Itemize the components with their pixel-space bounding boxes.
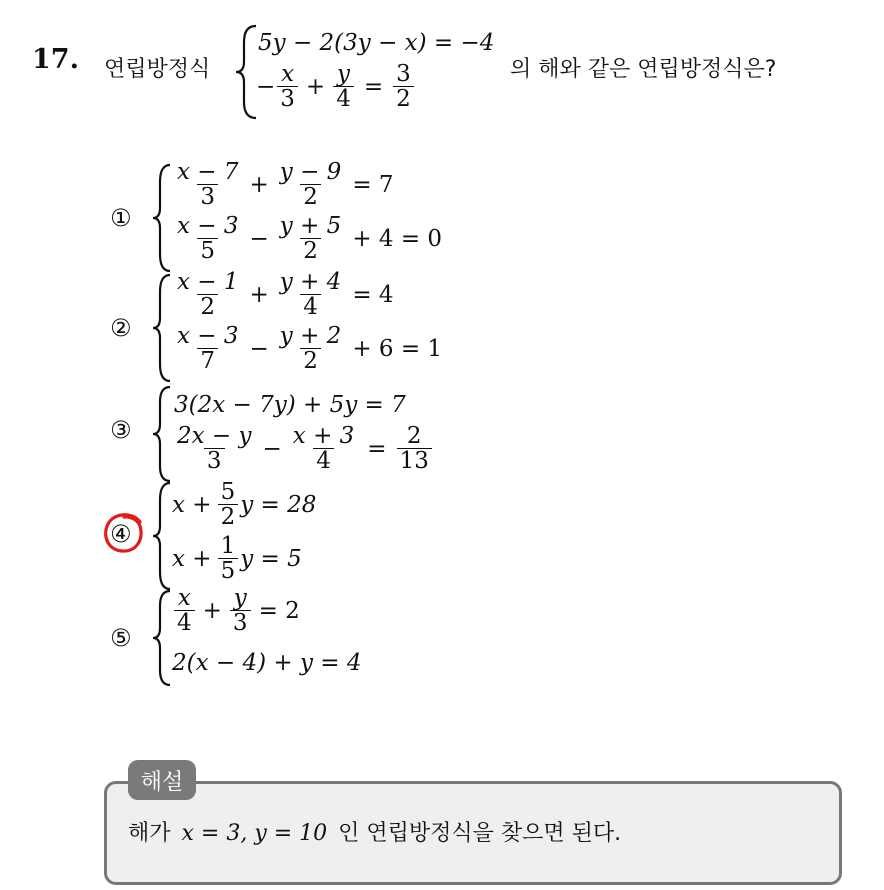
option-4-eq1: x + $\frac{5}{2}$ y = 28 <box>172 479 317 531</box>
option-1-brace <box>150 162 174 278</box>
option-2-eq1: $\frac{x - 1}{2}$ + $\frac{y + 4}{4}$ = 4 <box>177 269 394 321</box>
given-eq1: 5y − 2(3y − x) = −4 <box>258 30 495 56</box>
question-number: 17. <box>32 44 79 75</box>
prompt-before: 연립방정식 <box>104 57 211 82</box>
option-3-marker[interactable]: ③ <box>110 416 132 444</box>
option-5-marker[interactable]: ⑤ <box>110 624 132 652</box>
option-5-eq2: 2(x − 4) + y = 4 <box>172 650 362 676</box>
option-5-eq1: $\frac{x}{4}$ + $\frac{y}{3}$ = 2 <box>172 586 300 635</box>
option-1-eq1: $\frac{x - 7}{3}$ + $\frac{y - 9}{2}$ = 7 <box>177 159 394 211</box>
option-4-brace <box>150 480 174 596</box>
option-3-eq2: $\frac{2x - y}{3}$ − $\frac{x + 3}{4}$ = $\frac{2}{13}$ <box>172 424 434 473</box>
option-1-marker[interactable]: ① <box>110 204 132 232</box>
prompt-after: 의 해와 같은 연립방정식은? <box>510 57 777 82</box>
option-2-marker[interactable]: ② <box>110 314 132 342</box>
explanation-text: 해가 x = 3, y = 10 인 연립방정식을 찾으면 된다. <box>128 821 622 846</box>
given-eq2: − $\frac{x}{3}$ + $\frac{y}{4}$ = $\frac{3}{2}$ <box>256 62 416 111</box>
explanation-tab: 해설 <box>128 760 196 800</box>
option-4-marker[interactable]: ④ <box>110 520 132 548</box>
option-4-eq2: x + $\frac{1}{5}$ y = 5 <box>172 533 302 585</box>
option-2-eq2: $\frac{x - 3}{7}$ − $\frac{y + 2}{2}$ + 6 = 1 <box>177 323 443 375</box>
option-5-brace <box>150 588 174 692</box>
option-2-brace <box>150 272 174 388</box>
option-3-brace <box>150 384 174 488</box>
option-3-eq1: 3(2x − 7y) + 5y = 7 <box>174 392 406 418</box>
option-1-eq2: $\frac{x - 3}{5}$ − $\frac{y + 5}{2}$ + 4 = 0 <box>177 213 443 265</box>
